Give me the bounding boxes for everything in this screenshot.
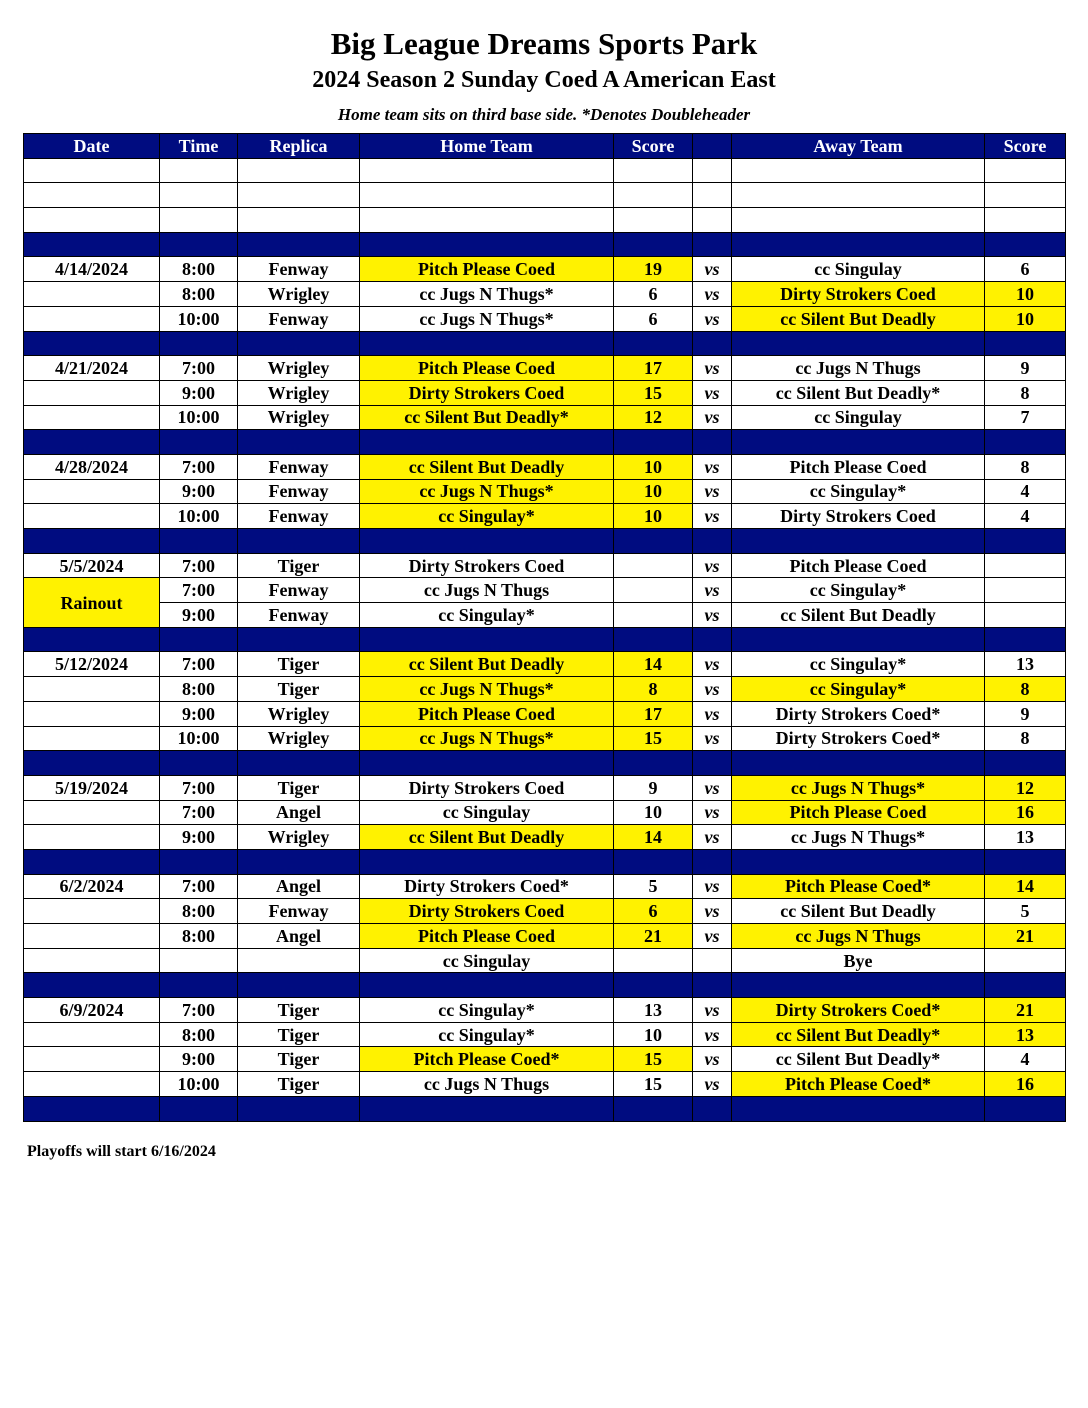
replica-field-cell: Wrigley [238,356,360,381]
schedule-table [23,133,1066,1122]
away-score-cell: 13 [985,1022,1066,1047]
replica-field-cell: Tiger [238,677,360,702]
game-row [24,998,1066,1023]
game-row [24,356,1066,381]
vs-cell: vs [693,454,732,479]
away-team-cell: cc Singulay [732,405,985,430]
game-row [24,800,1066,825]
time-cell: 7:00 [160,874,238,899]
game-row [24,1022,1066,1047]
away-team-cell: Dirty Strokers Coed [732,504,985,529]
away-team-cell: cc Silent But Deadly [732,306,985,331]
home-team-cell: Dirty Strokers Coed [360,380,614,405]
home-score-cell: 15 [614,726,693,751]
game-row [24,504,1066,529]
vs-cell: vs [693,677,732,702]
replica-field-cell: Tiger [238,1072,360,1097]
time-cell: 9:00 [160,380,238,405]
home-score-cell: 10 [614,504,693,529]
away-team-cell: cc Jugs N Thugs* [732,825,985,850]
away-score-cell: 4 [985,504,1066,529]
home-score-cell: 14 [614,652,693,677]
vs-cell: vs [693,874,732,899]
away-team-cell: cc Silent But Deadly [732,899,985,924]
away-team-cell: cc Singulay* [732,479,985,504]
home-score-cell: 10 [614,454,693,479]
replica-field-cell: Fenway [238,899,360,924]
vs-cell: vs [693,405,732,430]
home-team-cell: Pitch Please Coed [360,356,614,381]
week-separator-row [24,529,1066,554]
time-cell: 9:00 [160,603,238,628]
time-cell: 10:00 [160,405,238,430]
date-cell-empty [24,1022,160,1047]
game-row [24,282,1066,307]
week-separator-row [24,973,1066,998]
game-row [24,380,1066,405]
date-cell-empty [24,726,160,751]
vs-cell: vs [693,652,732,677]
game-row [24,726,1066,751]
date-cell-empty [24,1047,160,1072]
away-score-cell [985,553,1066,578]
page-title: Big League Dreams Sports Park [330,26,758,61]
away-team-cell: cc Jugs N Thugs [732,356,985,381]
date-cell-empty [24,405,160,430]
home-team-cell: cc Singulay* [360,1022,614,1047]
date-cell: 6/2/2024 [24,874,160,899]
home-score-cell: 13 [614,998,693,1023]
replica-field-cell [238,948,360,973]
date-cell-empty [24,701,160,726]
time-cell: 7:00 [160,553,238,578]
away-score-cell [985,603,1066,628]
vs-cell [693,948,732,973]
home-score-cell: 10 [614,479,693,504]
date-cell-empty [24,677,160,702]
vs-cell: vs [693,380,732,405]
date-cell-empty [24,380,160,405]
time-cell: 7:00 [160,652,238,677]
vs-cell: vs [693,998,732,1023]
replica-field-cell: Tiger [238,998,360,1023]
away-score-cell: 8 [985,380,1066,405]
away-score-cell: 14 [985,874,1066,899]
date-cell: 5/12/2024 [24,652,160,677]
time-cell: 8:00 [160,677,238,702]
away-score-cell: 12 [985,775,1066,800]
away-team-cell: cc Silent But Deadly [732,603,985,628]
time-cell: 7:00 [160,800,238,825]
away-team-cell: cc Singulay* [732,677,985,702]
date-cell-empty [24,924,160,949]
replica-field-cell: Wrigley [238,380,360,405]
away-team-cell: cc Singulay [732,257,985,282]
date-cell-empty [24,825,160,850]
time-cell [160,948,238,973]
game-row [24,775,1066,800]
away-team-cell: cc Silent But Deadly* [732,1047,985,1072]
col-header-home-team: Home Team [360,134,614,159]
home-team-cell: cc Singulay* [360,603,614,628]
game-row [24,825,1066,850]
date-cell-empty [24,948,160,973]
vs-cell: vs [693,726,732,751]
game-row [24,306,1066,331]
vs-cell: vs [693,504,732,529]
week-separator-row [24,751,1066,776]
replica-field-cell: Tiger [238,652,360,677]
away-score-cell: 21 [985,998,1066,1023]
blank-row [24,208,1066,233]
blank-row [24,158,1066,183]
home-score-cell: 5 [614,874,693,899]
away-score-cell: 8 [985,726,1066,751]
vs-cell: vs [693,1047,732,1072]
home-score-cell: 8 [614,677,693,702]
col-header-time: Time [160,134,238,159]
away-team-cell: cc Silent But Deadly* [732,1022,985,1047]
home-team-cell: cc Singulay* [360,504,614,529]
vs-cell: vs [693,257,732,282]
vs-cell: vs [693,899,732,924]
time-cell: 9:00 [160,1047,238,1072]
blank-row [24,183,1066,208]
away-team-cell: cc Singulay* [732,578,985,603]
vs-cell: vs [693,553,732,578]
time-cell: 8:00 [160,257,238,282]
game-row [24,454,1066,479]
time-cell: 10:00 [160,726,238,751]
game-row [24,899,1066,924]
replica-field-cell: Wrigley [238,701,360,726]
date-cell-empty [24,282,160,307]
game-row [24,652,1066,677]
away-score-cell: 4 [985,1047,1066,1072]
date-cell-empty [24,899,160,924]
away-team-cell: cc Silent But Deadly* [732,380,985,405]
away-score-cell: 8 [985,454,1066,479]
week-separator-row [24,331,1066,356]
replica-field-cell: Angel [238,874,360,899]
home-score-cell [614,948,693,973]
away-score-cell [985,578,1066,603]
time-cell: 8:00 [160,899,238,924]
home-team-cell: Dirty Strokers Coed* [360,874,614,899]
time-cell: 10:00 [160,1072,238,1097]
home-score-cell: 6 [614,899,693,924]
home-team-cell: cc Jugs N Thugs* [360,479,614,504]
col-header-replica: Replica [238,134,360,159]
home-team-cell: cc Jugs N Thugs [360,578,614,603]
away-team-cell: Pitch Please Coed* [732,874,985,899]
time-cell: 8:00 [160,282,238,307]
replica-field-cell: Wrigley [238,405,360,430]
time-cell: 7:00 [160,454,238,479]
away-score-cell: 4 [985,479,1066,504]
replica-field-cell: Tiger [238,1022,360,1047]
home-team-cell: cc Singulay [360,948,614,973]
home-score-cell: 15 [614,1047,693,1072]
replica-field-cell: Wrigley [238,825,360,850]
replica-field-cell: Angel [238,800,360,825]
game-row [24,603,1066,628]
home-score-cell: 6 [614,282,693,307]
time-cell: 10:00 [160,306,238,331]
time-cell: 8:00 [160,1022,238,1047]
game-row [24,257,1066,282]
away-score-cell: 21 [985,924,1066,949]
footer-note: Playoffs will start 6/16/2024 [27,1143,216,1160]
away-score-cell: 8 [985,677,1066,702]
rainout-cell: Rainout [24,578,160,627]
home-score-cell: 6 [614,306,693,331]
time-cell: 9:00 [160,701,238,726]
home-team-cell: cc Jugs N Thugs* [360,282,614,307]
away-score-cell: 13 [985,825,1066,850]
away-team-cell: Bye [732,948,985,973]
vs-cell: vs [693,603,732,628]
home-team-cell: cc Singulay [360,800,614,825]
vs-cell: vs [693,306,732,331]
away-score-cell: 16 [985,800,1066,825]
replica-field-cell: Fenway [238,479,360,504]
home-team-cell: cc Silent But Deadly [360,454,614,479]
home-score-cell: 15 [614,1072,693,1097]
col-header-home-score: Score [614,134,693,159]
replica-field-cell: Tiger [238,1047,360,1072]
away-team-cell: Dirty Strokers Coed* [732,701,985,726]
home-team-cell: Pitch Please Coed [360,701,614,726]
home-team-cell: cc Jugs N Thugs* [360,306,614,331]
home-team-cell: Pitch Please Coed [360,257,614,282]
replica-field-cell: Fenway [238,504,360,529]
away-score-cell: 10 [985,282,1066,307]
away-team-cell: Dirty Strokers Coed [732,282,985,307]
away-score-cell: 7 [985,405,1066,430]
home-score-cell [614,578,693,603]
home-score-cell: 14 [614,825,693,850]
away-score-cell: 13 [985,652,1066,677]
replica-field-cell: Fenway [238,306,360,331]
date-cell: 5/19/2024 [24,775,160,800]
home-score-cell: 21 [614,924,693,949]
home-team-cell: cc Singulay* [360,998,614,1023]
time-cell: 10:00 [160,504,238,529]
date-cell-empty [24,1072,160,1097]
away-score-cell: 9 [985,356,1066,381]
col-header-away-team: Away Team [732,134,985,159]
away-team-cell: cc Jugs N Thugs* [732,775,985,800]
replica-field-cell: Wrigley [238,726,360,751]
date-cell: 6/9/2024 [24,998,160,1023]
home-team-cell: cc Silent But Deadly* [360,405,614,430]
date-cell: 4/21/2024 [24,356,160,381]
date-cell: 5/5/2024 [24,553,160,578]
home-team-cell: cc Jugs N Thugs* [360,726,614,751]
away-team-cell: cc Jugs N Thugs [732,924,985,949]
date-cell-empty [24,504,160,529]
game-row [24,479,1066,504]
home-score-cell: 10 [614,800,693,825]
away-team-cell: Pitch Please Coed [732,454,985,479]
schedule-body [24,158,1066,1121]
home-team-cell: Dirty Strokers Coed [360,775,614,800]
time-cell: 9:00 [160,479,238,504]
vs-cell: vs [693,356,732,381]
vs-cell: vs [693,701,732,726]
home-score-cell [614,603,693,628]
vs-cell: vs [693,775,732,800]
week-separator-row [24,1096,1066,1121]
away-score-cell [985,948,1066,973]
vs-cell: vs [693,825,732,850]
home-team-cell: Pitch Please Coed [360,924,614,949]
vs-cell: vs [693,1072,732,1097]
time-cell: 7:00 [160,998,238,1023]
time-cell: 7:00 [160,356,238,381]
date-cell-empty [24,306,160,331]
home-score-cell: 19 [614,257,693,282]
week-separator-row [24,627,1066,652]
replica-field-cell: Tiger [238,775,360,800]
away-score-cell: 10 [985,306,1066,331]
home-score-cell: 12 [614,405,693,430]
away-score-cell: 16 [985,1072,1066,1097]
header-row [24,134,1066,159]
home-score-cell: 10 [614,1022,693,1047]
away-team-cell: Pitch Please Coed [732,553,985,578]
replica-field-cell: Wrigley [238,282,360,307]
replica-field-cell: Angel [238,924,360,949]
game-row [24,405,1066,430]
away-team-cell: Pitch Please Coed* [732,1072,985,1097]
home-team-cell: Dirty Strokers Coed [360,899,614,924]
page-subtitle: 2024 Season 2 Sunday Coed A American East [312,67,776,93]
game-row [24,1072,1066,1097]
away-team-cell: Dirty Strokers Coed* [732,998,985,1023]
home-score-cell [614,553,693,578]
replica-field-cell: Fenway [238,578,360,603]
time-cell: 7:00 [160,578,238,603]
vs-cell: vs [693,924,732,949]
week-separator-row [24,430,1066,455]
week-separator-row [24,849,1066,874]
game-row [24,948,1066,973]
game-row [24,874,1066,899]
away-score-cell: 9 [985,701,1066,726]
date-cell: 4/28/2024 [24,454,160,479]
date-cell-empty [24,479,160,504]
home-team-cell: Dirty Strokers Coed [360,553,614,578]
week-separator-row [24,232,1066,257]
page-note: Home team sits on third base side. *Denotes Doubleheader [337,105,751,124]
replica-field-cell: Fenway [238,257,360,282]
game-row [24,677,1066,702]
date-cell: 4/14/2024 [24,257,160,282]
away-team-cell: cc Singulay* [732,652,985,677]
vs-cell: vs [693,578,732,603]
home-score-cell: 17 [614,701,693,726]
home-team-cell: Pitch Please Coed* [360,1047,614,1072]
col-header-vs [693,134,732,159]
vs-cell: vs [693,282,732,307]
home-score-cell: 17 [614,356,693,381]
vs-cell: vs [693,479,732,504]
vs-cell: vs [693,1022,732,1047]
col-header-away-score: Score [985,134,1066,159]
game-row [24,553,1066,578]
away-score-cell: 6 [985,257,1066,282]
vs-cell: vs [693,800,732,825]
away-team-cell: Dirty Strokers Coed* [732,726,985,751]
game-row [24,1047,1066,1072]
home-team-cell: cc Silent But Deadly [360,652,614,677]
home-score-cell: 15 [614,380,693,405]
game-row [24,701,1066,726]
time-cell: 9:00 [160,825,238,850]
away-score-cell: 5 [985,899,1066,924]
time-cell: 8:00 [160,924,238,949]
home-team-cell: cc Silent But Deadly [360,825,614,850]
home-score-cell: 9 [614,775,693,800]
game-row [24,578,1066,603]
date-cell-empty [24,800,160,825]
replica-field-cell: Fenway [238,454,360,479]
home-team-cell: cc Jugs N Thugs [360,1072,614,1097]
away-team-cell: Pitch Please Coed [732,800,985,825]
time-cell: 7:00 [160,775,238,800]
home-team-cell: cc Jugs N Thugs* [360,677,614,702]
game-row [24,924,1066,949]
replica-field-cell: Fenway [238,603,360,628]
replica-field-cell: Tiger [238,553,360,578]
col-header-date: Date [24,134,160,159]
